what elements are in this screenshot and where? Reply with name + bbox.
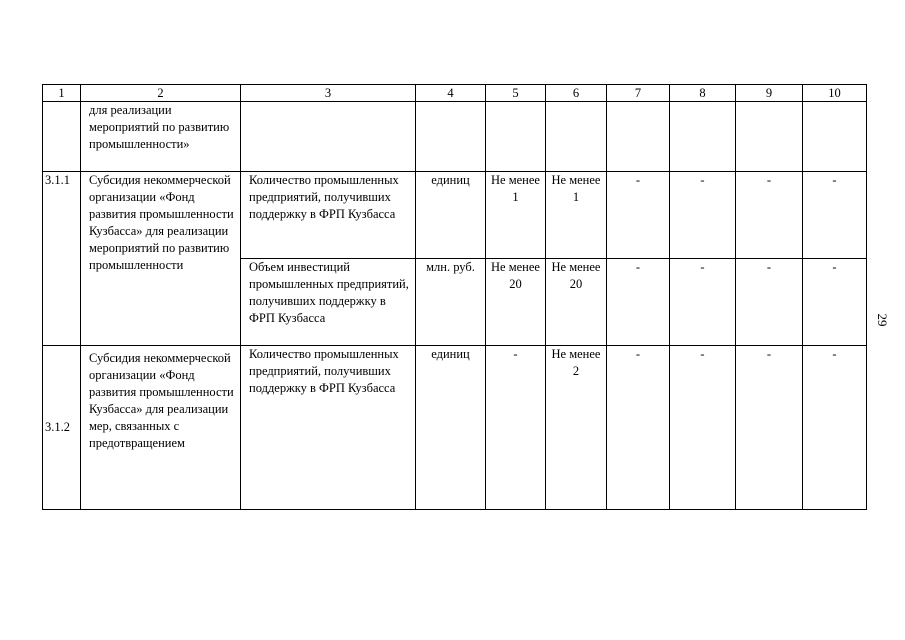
header-cell: 7 <box>607 85 670 102</box>
indicators-table <box>42 84 867 510</box>
value-6: Не менее 1 <box>546 172 607 259</box>
header-cell: 1 <box>43 85 81 102</box>
value-8: - <box>670 259 736 346</box>
header-cell: 2 <box>81 85 241 102</box>
value-5: - <box>486 346 546 510</box>
value-9: - <box>736 172 803 259</box>
measure-name: Субсидия некоммерческой организации «Фонд развития промышленности Кузбасса» для реализации мероприятий по развитию промышленности <box>81 172 241 346</box>
row-number: 3.1.2 <box>43 346 81 510</box>
value-10: - <box>803 172 867 259</box>
unit: единиц <box>416 346 486 510</box>
unit: млн. руб. <box>416 259 486 346</box>
value-7: - <box>607 346 670 510</box>
header-cell: 4 <box>416 85 486 102</box>
value-7: - <box>607 172 670 259</box>
measure-name: для реализации мероприятий по развитию промышленности» <box>81 102 241 172</box>
unit: единиц <box>416 172 486 259</box>
indicator-name: Количество промышленных предприятий, получивших поддержку в ФРП Кузбасса <box>241 172 416 259</box>
value-6: Не менее 2 <box>546 346 607 510</box>
header-cell: 10 <box>803 85 867 102</box>
indicator-name: Количество промышленных предприятий, получивших поддержку в ФРП Кузбасса <box>241 346 416 510</box>
header-cell: 6 <box>546 85 607 102</box>
table-row <box>43 102 867 172</box>
value-6: Не менее 20 <box>546 259 607 346</box>
table-row <box>43 172 867 259</box>
header-row <box>43 85 867 102</box>
row-number: 3.1.1 <box>43 172 81 346</box>
value-8: - <box>670 172 736 259</box>
header-cell: 5 <box>486 85 546 102</box>
value-9: - <box>736 259 803 346</box>
header-cell: 8 <box>670 85 736 102</box>
header-cell: 3 <box>241 85 416 102</box>
value-5: Не менее 1 <box>486 172 546 259</box>
header-cell: 9 <box>736 85 803 102</box>
value-10: - <box>803 346 867 510</box>
value-8: - <box>670 346 736 510</box>
table-row <box>43 346 867 510</box>
indicator-name: Объем инвестиций промышленных предприятий, получивших поддержку в ФРП Кузбасса <box>241 259 416 346</box>
value-5: Не менее 20 <box>486 259 546 346</box>
value-10: - <box>803 259 867 346</box>
value-9: - <box>736 346 803 510</box>
value-7: - <box>607 259 670 346</box>
page-number: 29 <box>875 313 890 327</box>
measure-name: Субсидия некоммерческой организации «Фонд развития промышленности Кузбасса» для реализации мер, связанных с предотвращением <box>81 346 241 510</box>
